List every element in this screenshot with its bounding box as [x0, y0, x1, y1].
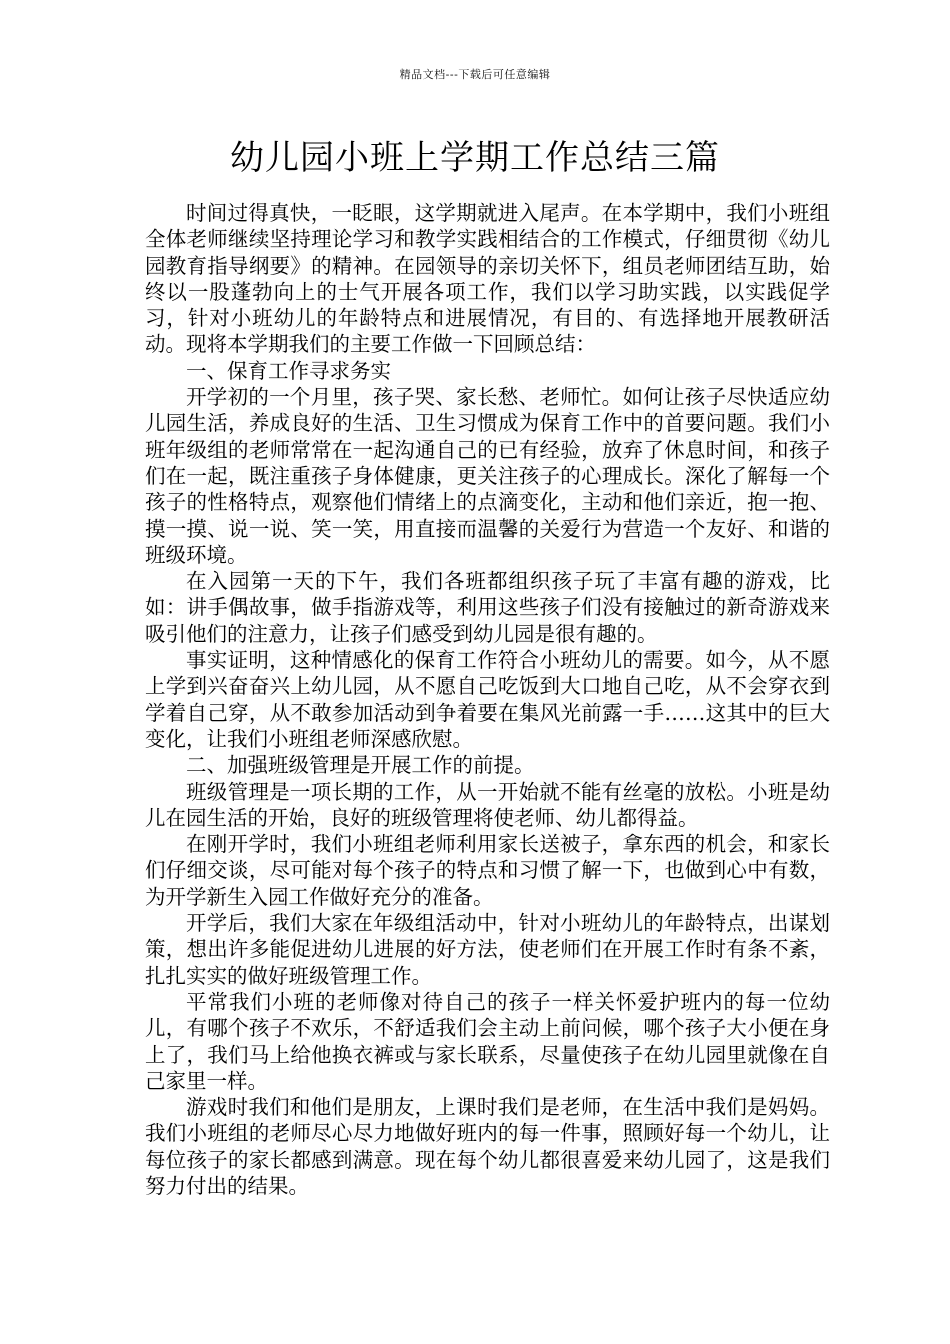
- paragraph: 在入园第一天的下午，我们各班都组织孩子玩了丰富有趣的游戏，比如：讲手偶故事，做手指游戏等，利用这些孩子们没有接触过的新奇游戏来吸引他们的注意力，让孩子们感受到幼儿园是很有趣的。: [145, 569, 830, 646]
- section-heading-1: 一、保育工作寻求务实: [186, 358, 391, 383]
- paragraph: 游戏时我们和他们是朋友，上课时我们是老师，在生活中我们是妈妈。我们小班组的老师尽心尽力地做好班内的每一件事，照顾好每一个幼儿，让每位孩子的家长都感到满意。现在每个幼儿都很喜爱来幼儿园了，这是我们努力付出的结果。: [145, 1095, 830, 1198]
- paragraph-intro: 时间过得真快，一眨眼，这学期就进入尾声。在本学期中，我们小班组全体老师继续坚持理论学习和教学实践相结合的工作模式，仔细贯彻《幼儿园教育指导纲要》的精神。在园领导的亲切关怀下，组员老师团结互助，始终以一股蓬勃向上的士气开展各项工作，我们以学习助实践，以实践促学习，针对小班幼儿的年龄特点和进展情况，有目的、有选择地开展教研活动。现将本学期我们的主要工作做一下回顾总结：: [145, 201, 830, 357]
- section-heading-2: 二、加强班级管理是开展工作的前提。: [186, 753, 535, 778]
- paragraph: 在刚开学时，我们小班组老师利用家长送被子，拿东西的机会，和家长们仔细交谈，尽可能对每个孩子的特点和习惯了解一下，也做到心中有数，为开学新生入园工作做好充分的准备。: [145, 832, 830, 909]
- document-body: [145, 200, 830, 1199]
- document-title: 幼儿园小班上学期工作总结三篇: [230, 138, 720, 178]
- page-header-note: 精品文档---下载后可任意编辑: [399, 68, 551, 81]
- paragraph: 班级管理是一项长期的工作，从一开始就不能有丝毫的放松。小班是幼儿在园生活的开始，良好的班级管理将使老师、幼儿都得益。: [145, 779, 830, 830]
- paragraph: 事实证明，这种情感化的保育工作符合小班幼儿的需要。如今，从不愿上学到兴奋奋兴上幼儿园，从不愿自己吃饭到大口地自己吃，从不会穿衣到学着自己穿，从不敢参加活动到争着要在集风光前露一手……这其中的巨大变化，让我们小班组老师深感欣慰。: [145, 648, 830, 751]
- paragraph: 开学后，我们大家在年级组活动中，针对小班幼儿的年龄特点，出谋划策，想出许多能促进幼儿进展的好方法，使老师们在开展工作时有条不紊，扎扎实实的做好班级管理工作。: [145, 911, 830, 988]
- paragraph: 平常我们小班的老师像对待自己的孩子一样关怀爱护班内的每一位幼儿，有哪个孩子不欢乐，不舒适我们会主动上前问候，哪个孩子大小便在身上了，我们马上给他换衣裤或与家长联系，尽量使孩子在幼儿园里就像在自己家里一样。: [145, 989, 830, 1093]
- paragraph: 开学初的一个月里，孩子哭、家长愁、老师忙。如何让孩子尽快适应幼儿园生活，养成良好的生活、卫生习惯成为保育工作中的首要问题。我们小班年级组的老师常常在一起沟通自己的已有经验，放弃了休息时间，和孩子们在一起，既注重孩子身体健康，更关注孩子的心理成长。深化了解每一个孩子的性格特点，观察他们情绪上的点滴变化，主动和他们亲近，抱一抱、摸一摸、说一说、笑一笑，用直接而温馨的关爱行为营造一个友好、和谐的班级环境。: [145, 385, 830, 567]
